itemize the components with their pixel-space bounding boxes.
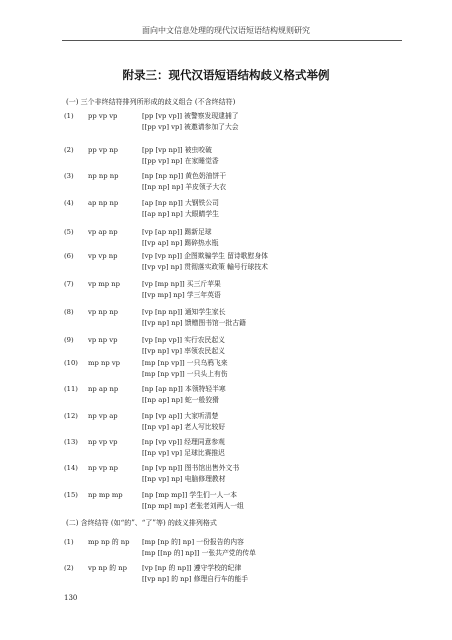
example-structure-line: [np [vp vp]] 经理同意参观	[142, 438, 225, 446]
example-number: (2)	[64, 564, 74, 572]
example-structure-line: [[pp vp] np] 在家睡觉香	[142, 157, 219, 165]
example-pattern: ap np np	[88, 199, 119, 207]
example-pattern: np ap np	[88, 385, 119, 393]
example-structure-line: [[vp mp] np] 学三年英语	[142, 291, 221, 299]
example-number: (12)	[64, 412, 78, 420]
example-pattern: np vp np	[88, 464, 118, 472]
example-structure-line: [np [np np]] 黄色奶油饼干	[142, 172, 227, 180]
running-header: 面向中文信息处理的现代汉语短语结构规则研究	[142, 26, 310, 35]
example-pattern: vp vp np	[88, 252, 118, 260]
example-number: (6)	[64, 252, 74, 260]
example-number: (1)	[64, 538, 74, 546]
example-pattern: vp np vp	[88, 336, 118, 344]
example-structure-line: [[vp ap] np] 踢碎热水瓶	[142, 239, 219, 247]
example-pattern: vp ap np	[88, 228, 118, 236]
example-structure-line: [mp [np vp]] 一只头上有伤	[142, 370, 228, 378]
example-number: (2)	[64, 146, 74, 154]
example-structure-line: [vp [np 的 np]] 遵守学校的纪律	[142, 564, 242, 572]
example-number: (1)	[64, 112, 74, 120]
example-structure-line: [[vp np] np] 馈赠图书馆一批古籍	[142, 319, 246, 327]
page-number: 130	[64, 594, 78, 602]
example-structure-line: [vp [np vp]] 实行农民起义	[142, 336, 225, 344]
example-structure-line: [[np vp] ap] 老人写比较好	[142, 423, 226, 431]
example-structure-line: [mp [np 的] np] 一份报告的内容	[142, 538, 244, 546]
example-structure-line: [ap [np np]] 大钢铁公司	[142, 199, 219, 207]
example-structure-line: [[np np] np] 羊皮领子大衣	[142, 183, 227, 191]
example-number: (8)	[64, 308, 74, 316]
example-number: (10)	[64, 359, 78, 367]
example-pattern: np mp mp	[88, 491, 123, 499]
example-pattern: np vp ap	[88, 412, 118, 420]
example-pattern: np vp vp	[88, 438, 118, 446]
page-title: 附录三：现代汉语短语结构歧义格式举例	[122, 68, 330, 82]
example-number: (9)	[64, 336, 74, 344]
example-pattern: np np np	[88, 172, 119, 180]
example-pattern: vp np 的 np	[88, 564, 127, 572]
example-structure-line: [pp [vp np]] 被虫咬破	[142, 146, 212, 154]
example-structure-line: [mp [[np 的] np]] 一张共产党的传单	[142, 549, 256, 557]
example-structure-line: [vp [ap np]] 踢新足球	[142, 228, 212, 236]
example-structure-line: [vp [vp np]] 企图欺骗学生 留诗歌慰身体	[142, 252, 268, 260]
example-structure-line: [np [ap np]] 本领特轻半寒	[142, 385, 226, 393]
example-structure-line: [pp [vp vp]] 被警察发现逮捕了	[142, 112, 239, 120]
example-pattern: vp mp np	[88, 280, 121, 288]
example-structure-line: [vp [np np]] 通知学生家长	[142, 308, 226, 316]
example-structure-line: [[ap np] np] 大眼睛学生	[142, 210, 219, 218]
example-number: (3)	[64, 172, 74, 180]
example-structure-line: [mp [np vp]] 一只乌鸦飞来	[142, 359, 228, 367]
example-structure-line: [[np vp] np] 电脑修理教材	[142, 475, 226, 483]
section-heading: (一) 三个非终结符排列所形成的歧义组合 (不含终结符)	[66, 98, 236, 106]
example-structure-line: [np [mp mp]] 学生们一人一本	[142, 491, 237, 499]
example-pattern: vp np np	[88, 308, 118, 316]
example-number: (11)	[64, 385, 78, 393]
example-number: (13)	[64, 438, 78, 446]
example-structure-line: [[np ap] np] 蛇一般狡猾	[142, 396, 219, 404]
example-structure-line: [[vp np] vp] 率领农民起义	[142, 347, 225, 355]
example-pattern: mp np 的 np	[88, 538, 130, 546]
example-number: (5)	[64, 228, 74, 236]
example-structure-line: [[np mp] mp] 老张老刘两人一组	[142, 502, 244, 510]
section-heading: (二) 含终结符 (如“的”、“了”等) 的歧义排列格式	[66, 519, 217, 527]
example-structure-line: [[np vp] vp] 足球比赛推迟	[142, 449, 225, 457]
example-structure-line: [[pp vp] vp] 被邀请参加了大会	[142, 123, 239, 131]
example-structure-line: [np [vp np]] 图书馆出售外文书	[142, 464, 240, 472]
header-rule	[62, 40, 402, 41]
example-pattern: pp vp vp	[88, 112, 118, 120]
example-structure-line: [[vp vp] np] 贯彻落实政策 輸号行球技术	[142, 263, 268, 271]
example-number: (15)	[64, 491, 78, 499]
example-pattern: pp vp np	[88, 146, 118, 154]
example-number: (7)	[64, 280, 74, 288]
example-structure-line: [vp [mp np]] 买三斤苹果	[142, 280, 221, 288]
example-pattern: mp np vp	[88, 359, 121, 367]
example-structure-line: [np [vp ap]] 大家听清楚	[142, 412, 219, 420]
example-number: (14)	[64, 464, 78, 472]
example-structure-line: [[vp np] 的 np] 修理自行车的能手	[142, 575, 249, 583]
example-number: (4)	[64, 199, 74, 207]
